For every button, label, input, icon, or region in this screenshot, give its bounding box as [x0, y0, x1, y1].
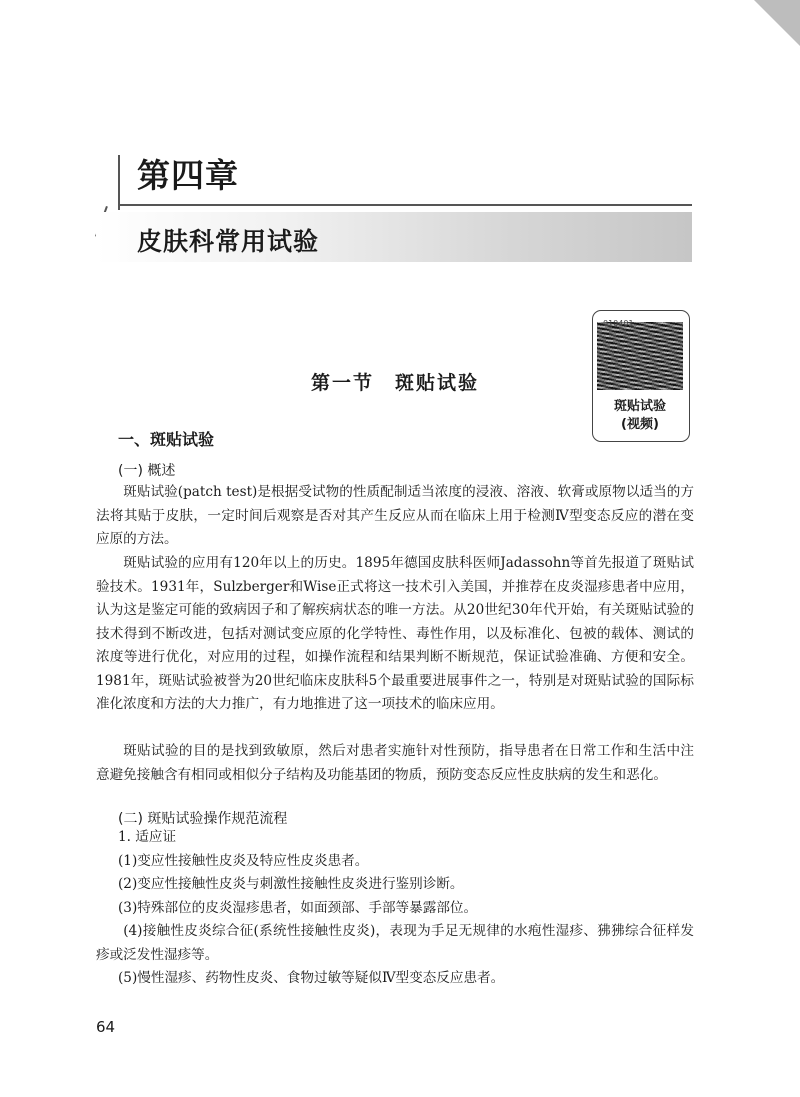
- paragraph: 斑贴试验(patch test)是根据受试物的性质配制适当浓度的浸液、溶液、软膏或原物以适当的方法将其贴于皮肤，一定时间后观察是否对其产生反应从而在临床上用于检测Ⅳ型变态反应的潜在变应原的方法。: [96, 484, 694, 547]
- chapter-number: 第四章: [137, 156, 239, 195]
- list-item: (1)变应性接触性皮炎及特应性皮炎患者。: [118, 853, 369, 869]
- list-item: (4)接触性皮炎综合征(系统性接触性皮炎)，表现为手足无规律的水疱性湿疹、狒狒综合征样发疹或泛发性湿疹等。: [96, 923, 694, 963]
- qr-code-number: 010401: [603, 319, 634, 328]
- subheading-overview: (一) 概述: [118, 463, 176, 479]
- item-heading: 1. 适应证: [118, 829, 177, 845]
- list-item: (3)特殊部位的皮炎湿疹患者，如面颈部、手部等暴露部位。: [118, 900, 478, 916]
- list-item: (2)变应性接触性皮炎与刺激性接触性皮炎进行鉴别诊断。: [118, 876, 464, 892]
- paragraph: 斑贴试验的应用有120年以上的历史。1895年德国皮肤科医师Jadassohn等首先报道了斑贴试验技术。1931年，Sulzberger和Wise正式将这一技术引入美国，并推荐在皮炎湿疹患者中应用，认为这是鉴定可能的致病因子和了解疾病状态的唯一方法。从20世纪30年代开始，有关斑贴试验的技术得到不断改进，包括对测试变应原的化学特性、毒性作用，以及标准化、包被的载体、测试的浓度等进行优化，对应用的过程，如操作流程和结果判断不断规范，保证试验准确、方便和安全。1981年，斑贴试验被誉为20世纪临床皮肤科5个最重要进展事件之一，特别是对斑贴试验的国际标准化浓度和方法的大力推广，有力地推进了这一项技术的临床应用。: [96, 555, 694, 712]
- list-item: (5)慢性湿疹、药物性皮炎、食物过敏等疑似Ⅳ型变态反应患者。: [118, 970, 505, 986]
- chapter-rule-horizontal: [120, 204, 692, 206]
- subheading-procedure: (二) 斑贴试验操作规范流程: [118, 811, 288, 827]
- paragraph: 斑贴试验的目的是找到致敏原，然后对患者实施针对性预防，指导患者在日常工作和生活中注意避免接触含有相同或相似分子结构及功能基团的物质，预防变态反应性皮肤病的发生和恶化。: [96, 743, 694, 783]
- qr-label-title: 斑贴试验: [613, 399, 666, 414]
- heading-level1: 一、斑贴试验: [118, 430, 215, 449]
- chapter-title: 皮肤科常用试验: [137, 227, 320, 256]
- qr-label-subtitle: (视频): [621, 417, 659, 432]
- page-number: 64: [96, 1018, 116, 1036]
- qr-label: [592, 398, 688, 434]
- page-corner-mark: [754, 0, 800, 46]
- section-title: 第一节 斑贴试验: [310, 372, 479, 394]
- chapter-rule-vertical: [118, 155, 120, 210]
